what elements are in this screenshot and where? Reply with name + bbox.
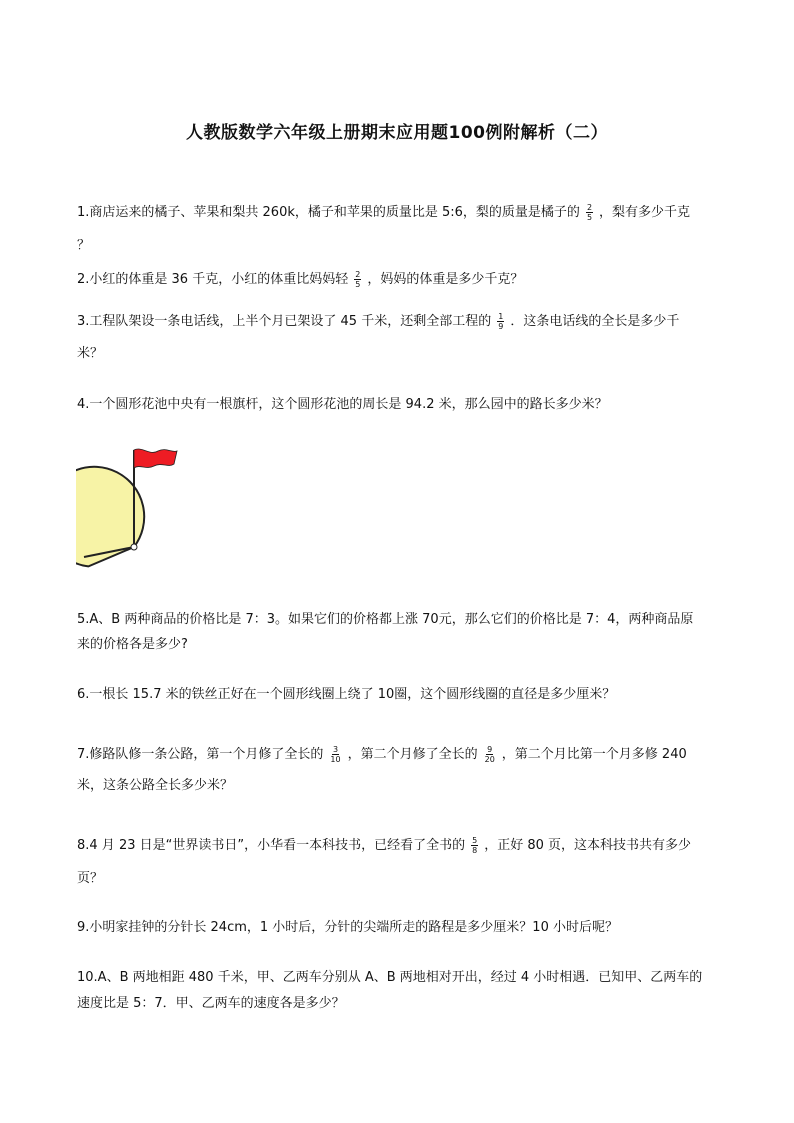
- flag: [134, 449, 177, 468]
- fraction: $\frac{3}{10}$: [330, 745, 341, 764]
- problem-7-line-1: 7.修路队修一条公路，第一个月修了全长的 $\frac{3}{10}$ ，第二个月修了全长的 $\frac{9}{20}$ ，第二个月比第一个月多修 240: [77, 745, 687, 764]
- problem-1-line-2: ？: [77, 238, 91, 253]
- problem-9: 9.小明家挂钟的分针长 24cm，1 小时后，分针的尖端所走的路程是多少厘米？10 小时后呢？: [77, 920, 618, 935]
- page-title: 人教版数学六年级上册期末应用题100例附解析（二）: [186, 123, 608, 143]
- fraction: $\frac{5}{8}$: [472, 836, 478, 855]
- problem-3-line-1: 3.工程队架设一条电话线，上半个月已架设了 45 千米，还剩全部工程的 $\frac{1}{9}$ ．这条电话线的全长是多少千: [77, 312, 680, 331]
- pole-base: [131, 544, 137, 550]
- pond-flag-figure: [76, 444, 196, 578]
- problem-4: 4.一个圆形花池中央有一根旗杆，这个圆形花池的周长是 94.2 米，那么园中的路长多少米？: [77, 397, 608, 412]
- fraction: $\frac{9}{20}$: [484, 745, 495, 764]
- problem-2: 2.小红的体重是 36 千克，小红的体重比妈妈轻 $\frac{2}{5}$ ，妈妈的体重是多少千克？: [77, 270, 524, 289]
- problem-1-line-1: [77, 203, 690, 222]
- problem-10-line-1: 10.A、B 两地相距 480 千米，甲、乙两车分别从 A、B 两地相对开出，经过 4 小时相遇．已知甲、乙两车的: [77, 970, 703, 985]
- problem-7-line-2: 米，这条公路全长多少米？: [77, 778, 234, 793]
- problem-8-line-1: 8.4 月 23 日是“世界读书日”，小华看一本科技书，已经看了全书的 $\frac{5}{8}$ ，正好 80 页，这本科技书共有多少: [77, 836, 691, 855]
- problem-6: 6.一根长 15.7 米的铁丝正好在一个圆形线圈上绕了 10圈，这个圆形线圈的直径是多少厘米？: [77, 687, 616, 702]
- fraction: $\frac{2}{5}$: [355, 270, 361, 289]
- fraction: $\frac{1}{9}$: [498, 312, 504, 331]
- problem-8-line-2: 页？: [77, 871, 104, 886]
- problem-1-text: 1.商店运来的橘子、苹果和梨共 260k，橘子和苹果的质量比是 5:6，梨的质量是橘子的: [77, 205, 580, 220]
- pond-flag-diagram: [76, 444, 196, 574]
- fraction: $\frac{2}{5}$: [586, 203, 593, 222]
- problem-5-line-1: 5.A、B 两种商品的价格比是 7：3。如果它们的价格都上涨 70元，那么它们的价格比是 7：4，两种商品原: [77, 612, 694, 627]
- problem-3-line-2: 米？: [77, 346, 104, 361]
- problem-5-line-2: 来的价格各是多少?: [77, 637, 188, 652]
- problem-10-line-2: 速度比是 5：7．甲、乙两车的速度各是多少？: [77, 996, 345, 1011]
- problem-1-text-end: ，梨有多少千克: [599, 205, 691, 220]
